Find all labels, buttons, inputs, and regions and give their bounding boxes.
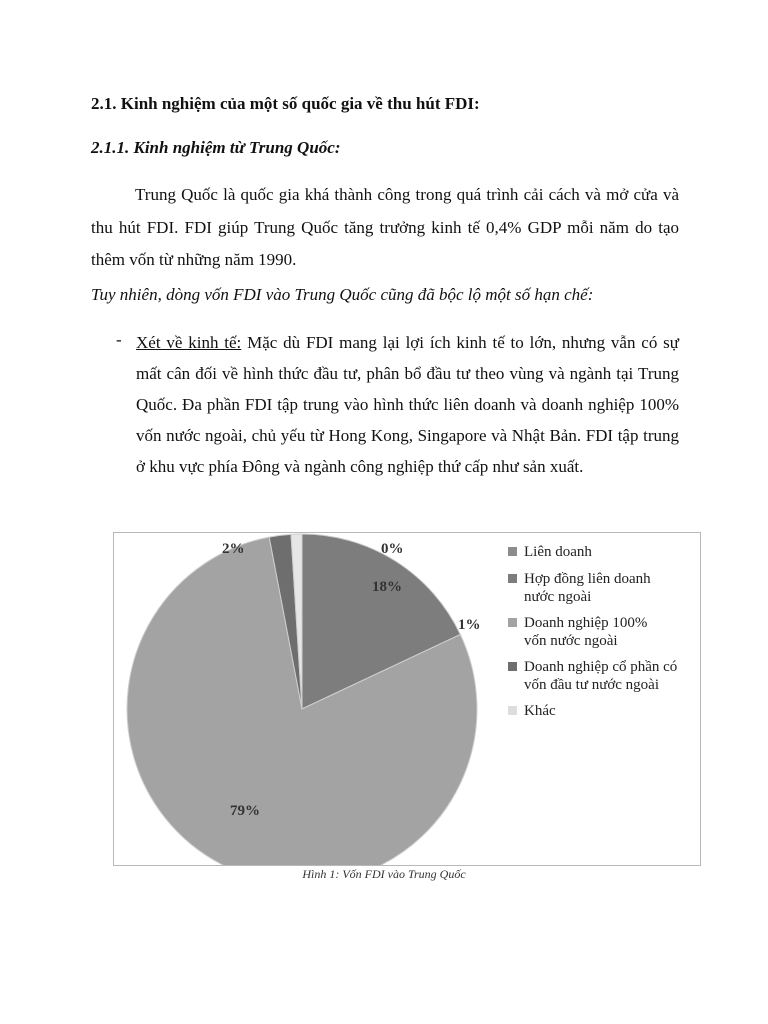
legend-swatch	[508, 662, 517, 671]
legend-label: Khác	[524, 703, 556, 719]
legend-swatch	[508, 547, 517, 556]
bullet-dash: -	[116, 330, 122, 349]
legend-entry	[508, 703, 556, 719]
slice-label: 79%	[230, 803, 260, 819]
legend-entry	[508, 571, 651, 605]
slice-label: 18%	[372, 579, 402, 595]
figure-caption: Hình 1: Vốn FDI vào Trung Quốc	[302, 867, 466, 881]
legend-swatch	[508, 618, 517, 627]
legend-label: Liên doanh	[524, 544, 592, 560]
legend-label: Doanh nghiệp cổ phần có	[524, 659, 678, 675]
legend-label: Doanh nghiệp 100%	[524, 615, 648, 631]
bullet-label: Xét về kinh tế:	[136, 333, 242, 352]
slice-label: 2%	[222, 541, 245, 557]
legend-label: vốn nước ngoài	[524, 633, 618, 649]
fdi-pie-chart	[113, 532, 701, 866]
intro-paragraph: Trung Quốc là quốc gia khá thành công trong quá trình cải cách và mở cửa và thu hút FDI. FDI giúp Trung Quốc tăng trưởng kinh tế 0,4% GDP mỗi năm do tạo thêm vốn từ những năm 1990.	[91, 185, 679, 269]
legend-entry	[508, 659, 677, 693]
limitations-intro: Tuy nhiên, dòng vốn FDI vào Trung Quốc cũng đã bộc lộ một số hạn chế:	[91, 285, 594, 304]
slice-label: 0%	[381, 541, 404, 557]
legend-entry	[508, 615, 647, 649]
bullet-body: Mặc dù FDI mang lại lợi ích kinh tế to lớn, nhưng vẫn có sự mất cân đối về hình thức đầu tư, phân bổ đầu tư theo vùng và ngành tại Trung Quốc. Đa phần FDI tập trung vào hình thức liên doanh và doanh nghiệp 100% vốn nước ngoài, chủ yếu từ Hong Kong, Singapore và Nhật Bản. FDI tập trung ở khu vực phía Đông và ngành công nghiệp thứ cấp như sản xuất.	[136, 333, 679, 476]
legend-label: Hợp đồng liên doanh	[524, 571, 651, 587]
pie-chart-svg	[114, 533, 700, 865]
legend-label: vốn đầu tư nước ngoài	[524, 677, 659, 693]
legend-entry	[508, 544, 592, 560]
subsection-heading: 2.1.1. Kinh nghiệm từ Trung Quốc:	[91, 138, 341, 157]
legend-swatch	[508, 706, 517, 715]
legend-swatch	[508, 574, 517, 583]
section-heading: 2.1. Kinh nghiệm của một số quốc gia về thu hút FDI:	[91, 94, 480, 113]
bullet-economy	[136, 327, 679, 482]
legend-label: nước ngoài	[524, 589, 592, 605]
slice-label: 1%	[458, 617, 481, 633]
